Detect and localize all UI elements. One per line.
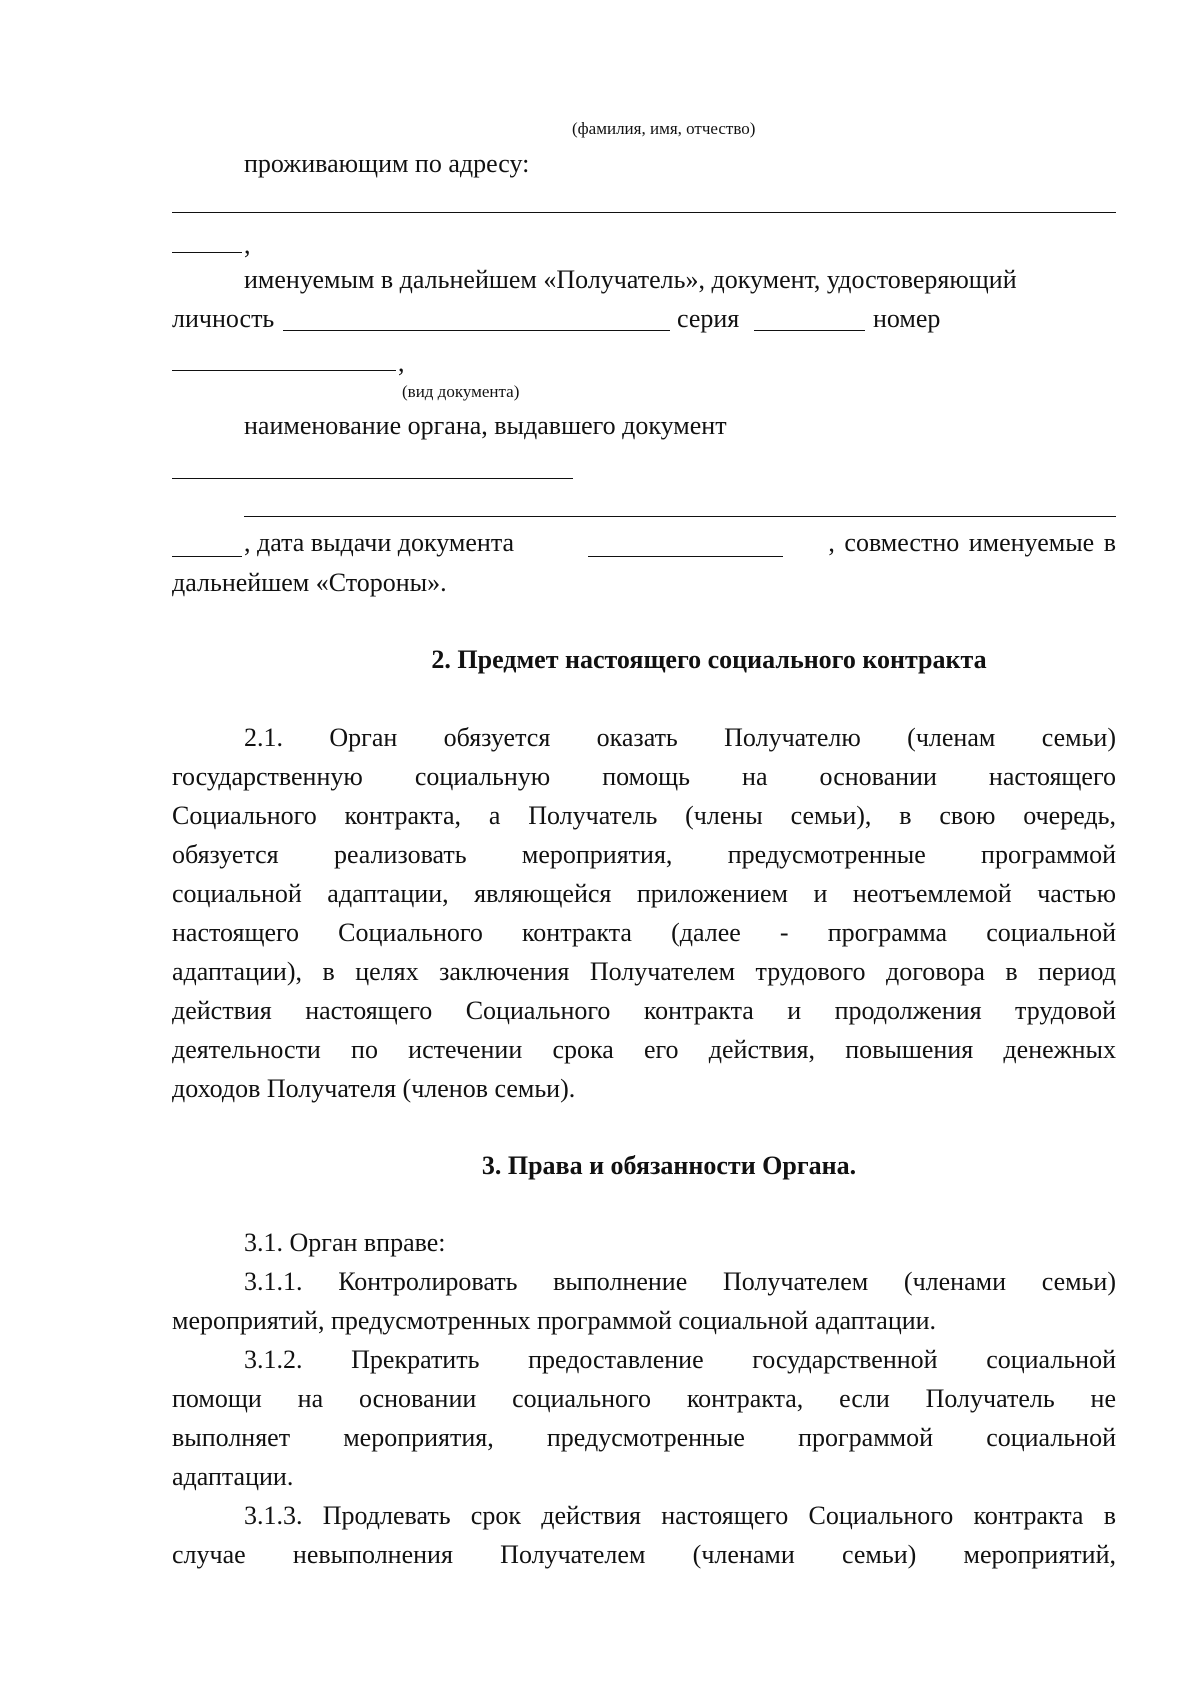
- text-line: адаптации), в целях заключения Получателем трудового договора в период: [172, 957, 1116, 986]
- address-fill-line[interactable]: [172, 212, 1116, 213]
- identity-label: личность: [172, 304, 275, 333]
- text-line: помощи на основании социального контракта, если Получатель не: [172, 1384, 1116, 1413]
- text-line: случае невыполнения Получателем (членами семьи) мероприятий,: [172, 1540, 1116, 1569]
- number-fill-line[interactable]: [172, 370, 396, 371]
- text-line: 3.1.1. Контролировать выполнение Получателем (членами семьи): [244, 1267, 1116, 1296]
- text-line: выполняет мероприятия, предусмотренные программой социальной: [172, 1423, 1116, 1452]
- issuer-label: наименование органа, выдавшего документ: [244, 411, 727, 440]
- text-line: настоящего Социального контракта (далее - программа социальной: [172, 918, 1116, 947]
- issue-date-label: , дата выдачи документа: [244, 528, 515, 557]
- series-label: серия: [677, 304, 740, 333]
- issue-date-fill-line[interactable]: [588, 556, 783, 557]
- caption-doc-type: (вид документа): [402, 382, 520, 401]
- jointly-label: , совместно именуемые в: [828, 528, 1116, 557]
- section-3-title: 3. Права и обязанности Органа.: [481, 1151, 857, 1180]
- issuer-fill-line-2[interactable]: [244, 516, 1116, 517]
- issuer-fill-line-3[interactable]: [172, 556, 242, 557]
- identity-doc-fill-line[interactable]: [283, 330, 670, 331]
- text-line: 2.1. Орган обязуется оказать Получателю (членам семьи): [244, 723, 1116, 752]
- comma: ,: [398, 348, 405, 377]
- text-line: 3.1.2. Прекратить предоставление государственной социальной: [244, 1345, 1116, 1374]
- text-line: 3.1.3. Продлевать срок действия настоящего Социального контракта в: [244, 1501, 1116, 1530]
- text-line: адаптации.: [172, 1462, 294, 1491]
- text-line: мероприятий, предусмотренных программой социальной адаптации.: [172, 1306, 937, 1335]
- number-label: номер: [873, 304, 941, 333]
- caption-fio: (фамилия, имя, отчество): [572, 119, 756, 138]
- address-fill-line-short[interactable]: [172, 252, 242, 253]
- text-line: Социального контракта, а Получатель (члены семьи), в свою очередь,: [172, 801, 1116, 830]
- comma: ,: [244, 230, 251, 259]
- text-line: государственную социальную помощь на основании настоящего: [172, 762, 1116, 791]
- text-line: доходов Получателя (членов семьи).: [172, 1074, 576, 1103]
- parties-line: дальнейшем «Стороны».: [172, 568, 447, 597]
- text-line: деятельности по истечении срока его действия, повышения денежных: [172, 1035, 1116, 1064]
- text-line: социальной адаптации, являющейся приложением и неотъемлемой частью: [172, 879, 1116, 908]
- issuer-fill-line[interactable]: [172, 478, 573, 479]
- text-line: обязуется реализовать мероприятия, предусмотренные программой: [172, 840, 1116, 869]
- address-label: проживающим по адресу:: [244, 149, 530, 178]
- recipient-line: именуемым в дальнейшем «Получатель», документ, удостоверяющий: [244, 265, 1017, 294]
- series-fill-line[interactable]: [754, 330, 865, 331]
- section-2-title: 2. Предмет настоящего социального контракта: [431, 645, 987, 674]
- clause-3-1: 3.1. Орган вправе:: [244, 1228, 446, 1257]
- text-line: действия настоящего Социального контракта и продолжения трудовой: [172, 996, 1116, 1025]
